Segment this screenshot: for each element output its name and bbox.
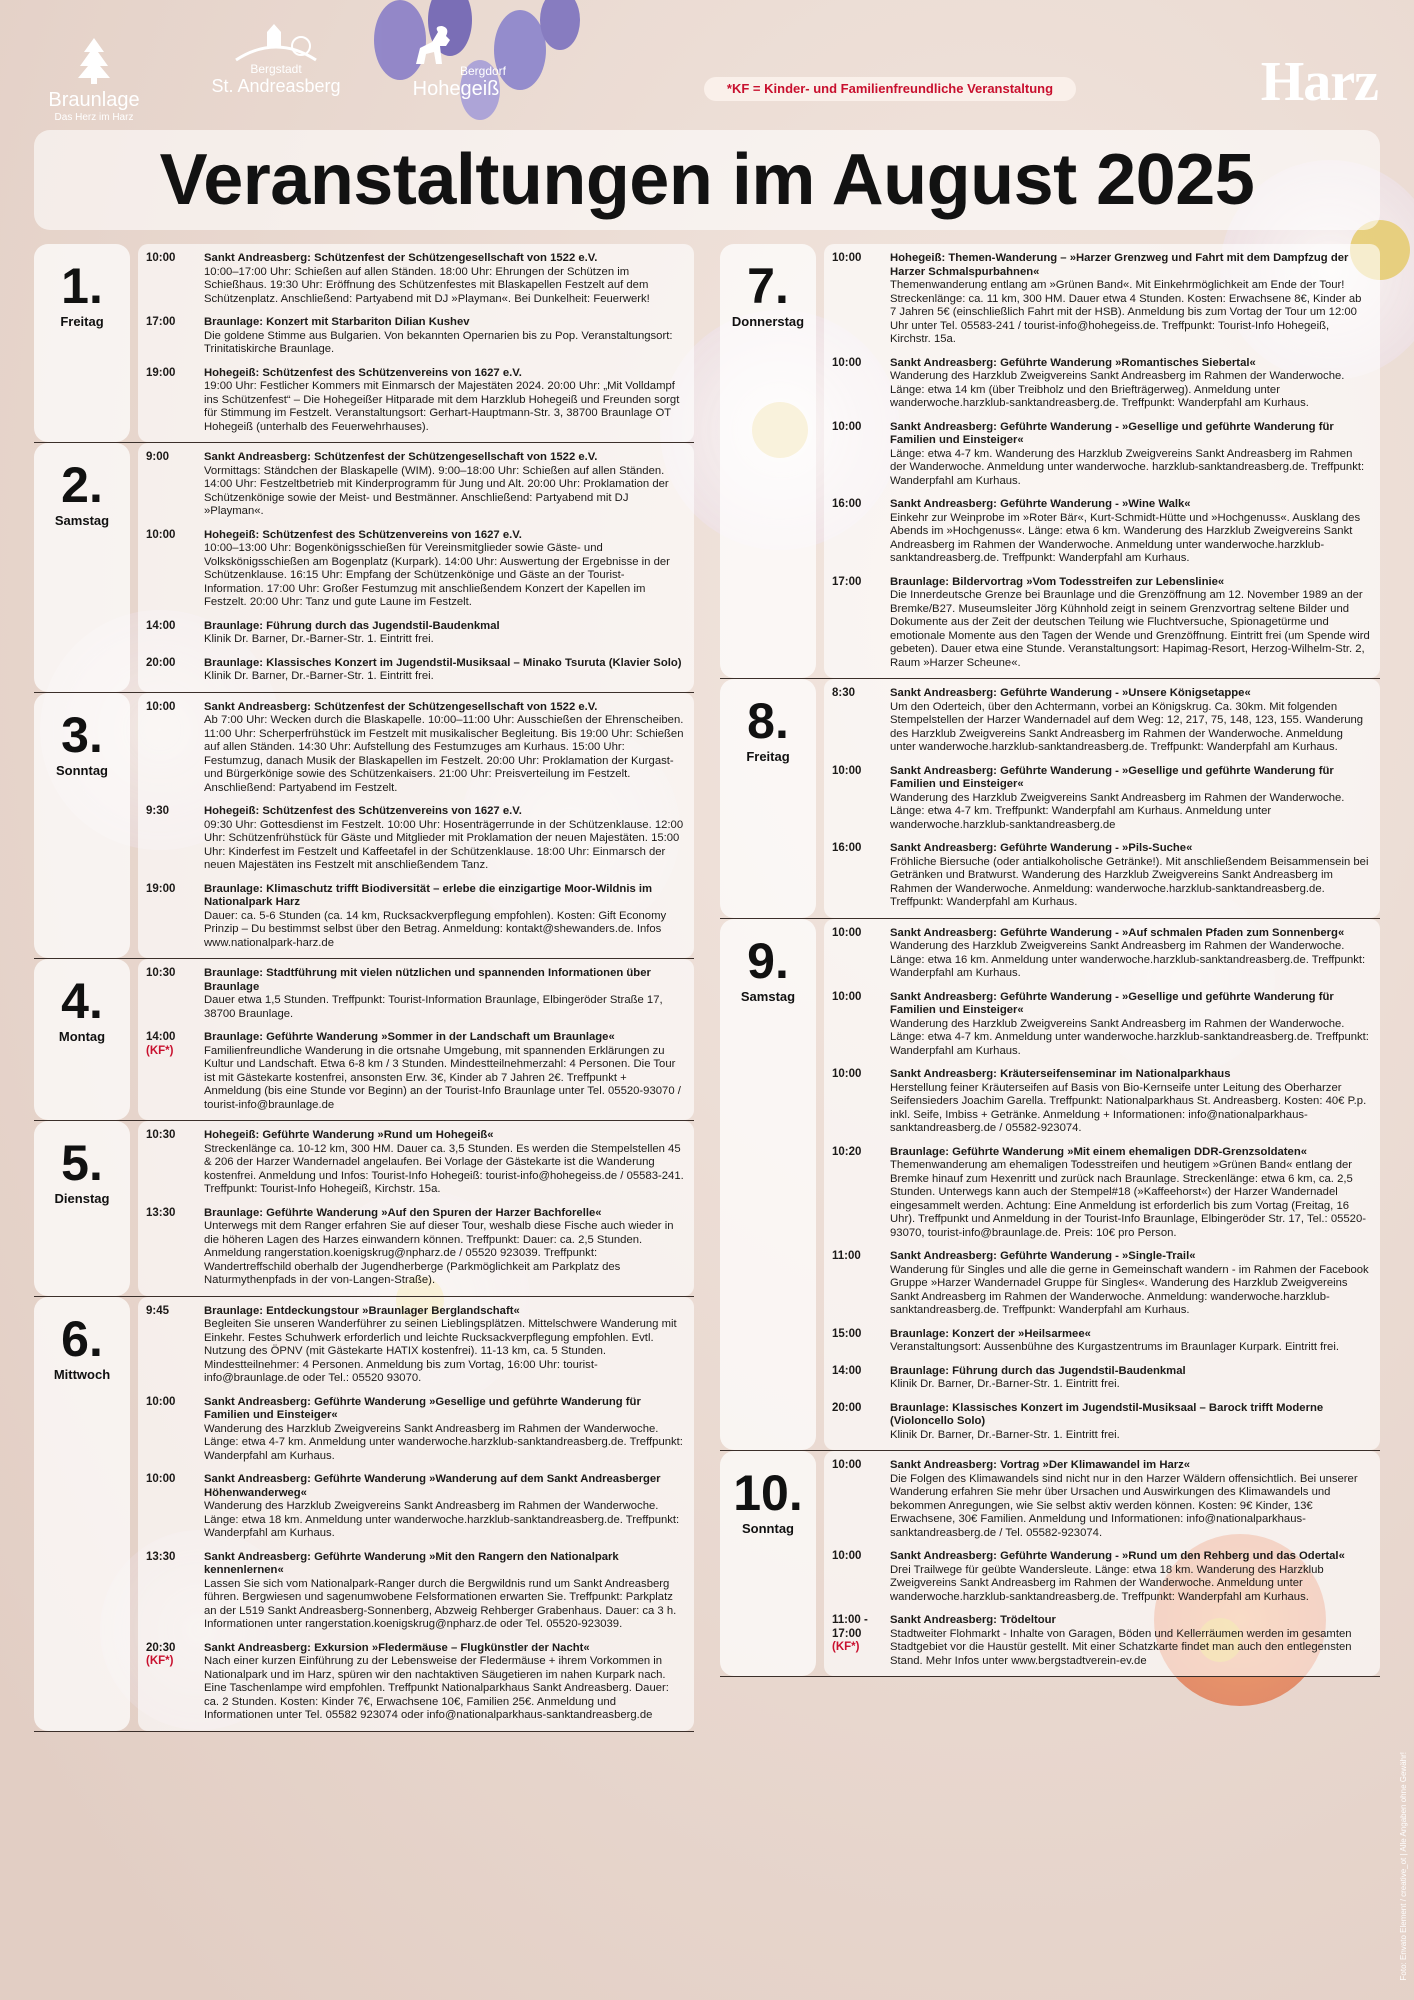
day-label: [34, 959, 130, 1120]
event-time-value: 10:00: [146, 1473, 176, 1485]
event-body: [204, 316, 684, 357]
event-item: [146, 620, 684, 647]
event-body: [890, 687, 1370, 755]
event-time: [146, 805, 204, 873]
tree-icon: [74, 36, 114, 84]
braunlage-tagline: Das Herz im Harz: [54, 112, 134, 123]
event-item: [832, 1146, 1370, 1241]
event-item: [146, 967, 684, 1021]
event-title: Braunlage: Konzert der »Heilsarmee«: [890, 1327, 1091, 1340]
event-time: [832, 1146, 890, 1241]
hohegeiss-logo: [396, 24, 516, 101]
event-body: [204, 1305, 684, 1386]
event-title: Sankt Andreasberg: Vortrag »Der Klimawandel im Harz«: [890, 1459, 1191, 1471]
day-number: 3.: [61, 706, 103, 763]
event-time: [832, 421, 890, 489]
event-time: [832, 991, 890, 1059]
event-title: Sankt Andreasberg: Kräuterseifenseminar im Nationalparkhaus: [890, 1068, 1231, 1080]
event-time-value: 10:30: [146, 967, 176, 979]
event-item: [146, 1473, 684, 1541]
event-item: [832, 687, 1370, 755]
day-name: Mittwoch: [53, 1366, 111, 1382]
event-title: Sankt Andreasberg: Geführte Wanderung - »Auf schmalen Pfaden zum Sonnenberg«: [890, 926, 1345, 939]
event-description: Veranstaltungsort: Aussenbühne des Kurgastzentrums im Braunlager Kurpark. Eintritt frei.: [890, 1341, 1339, 1353]
event-item: [832, 498, 1370, 566]
event-list: [138, 1121, 694, 1296]
event-body: [890, 765, 1370, 833]
day-block: [34, 1121, 694, 1297]
event-time: [832, 1250, 890, 1318]
event-title: Sankt Andreasberg: Geführte Wanderung - »Gesellige und geführte Wanderung für Familien und Einsteiger«: [890, 420, 1334, 446]
event-list: [138, 1297, 694, 1731]
event-item: [832, 927, 1370, 981]
event-time: [832, 687, 890, 755]
event-time-value: 16:00: [832, 842, 862, 854]
event-description: Wanderung für Singles und alle die gerne in Gemeinschaft wandern - im Rahmen der Facebook Gruppe »Harzer Wandernadel Gruppe für Singles«. Wanderung des Harzklub Zweigvereins Sankt Andreasberg im Rahmen der Wanderwoche. Anmeldung: wanderwoche.harzklub-sanktandreasberg.de. Treffpunkt: Wanderpfahl am Kurhaus.: [890, 1263, 1369, 1316]
event-item: [146, 883, 684, 951]
event-body: [204, 367, 684, 435]
event-description: Themenwanderung entlang am »Grünen Band«. Mit Einkehrmöglichkeit am Ende der Tour! Streckenlänge: ca. 11 km, 300 HM. Dauer etwa 4 Stunden. Kosten: Erwachsene 8€, Kinder ab 7 Jahren 5€ (einschließlich Fahrt mit der HSB). Anmeldung bis zum Vortag der Tour um 12:00 Uhr unter Tel. 05583-241 / tourist-info@hohegeiss.de. Treffpunkt: Tourist-Info Hohegeiß, Kirchstr. 15a.: [890, 279, 1362, 345]
event-time-value: 10:20: [832, 1145, 862, 1158]
event-item: [832, 1068, 1370, 1136]
day-block: [34, 443, 694, 693]
event-description: Wanderung des Harzklub Zweigvereins Sankt Andreasberg im Rahmen der Wanderwoche. Länge: etwa 14 km (über Treibholz und den Briefträgerweg). Anmeldung unter wanderwoche.harzklub-sanktandreasberg.de. Treffpunkt: Wanderpfahl am Kurhaus.: [890, 370, 1345, 409]
day-name: Samstag: [740, 988, 796, 1004]
day-number: 2.: [61, 457, 103, 513]
event-time-value: 17:00: [146, 316, 176, 328]
ibex-icon: [406, 24, 466, 68]
event-item: [146, 316, 684, 357]
event-time-value: 10:00: [832, 1459, 862, 1471]
event-list: [138, 959, 694, 1120]
page-title: Veranstaltungen im August 2025: [159, 140, 1255, 220]
event-title: Sankt Andreasberg: Schützenfest der Schützengesellschaft von 1522 e.V.: [204, 252, 598, 264]
event-time-value: 20:30: [146, 1641, 176, 1654]
event-description: Vormittags: Ständchen der Blaskapelle (WIM). 9:00–18:00 Uhr: Schießen auf allen Ständen. 14:00 Uhr: Festzeltbetrieb mit Kinderprogramm für Jung und Alt. 20:00 Uhr: Proklamation der Schützenkönige sowie der Meist- und Bestmänner. Anschließend: Partyabend mit DJ »Playman«.: [204, 464, 669, 517]
event-description: Begleiten Sie unseren Wanderführer zu seinen Lieblingsplätzen. Mittelschwere Wanderung mit Einkehr. Festes Schuhwerk erforderlich und leichte Rucksackverpflegung empfohlen. Evtl. Nutzung des ÖPNV (mit Gästekarte HATIX kostenfrei). 11-13 km, ca. 5 Stunden. Mindestteilnehmer: 4 Personen. Anmeldung bis zum Vortag, 16:00 Uhr: tourist-info@braunlage.de oder Tel.: 05520 93070.: [204, 1318, 677, 1384]
event-title: Sankt Andreasberg: Geführte Wanderung - »Wine Walk«: [890, 498, 1191, 510]
event-time: [832, 1402, 890, 1443]
event-body: [204, 620, 684, 647]
event-description: Länge: etwa 4-7 km. Wanderung des Harzklub Zweigvereins Sankt Andreasberg im Rahmen der Wanderwoche. Anmeldung unter wanderwoche. harzklub-sanktandreasberg.de. Treffpunkt: Wanderpfahl am Kurhaus.: [890, 447, 1365, 487]
event-time-value: 10:00: [832, 764, 862, 777]
event-time: [146, 701, 204, 796]
event-item: [146, 451, 684, 519]
event-time-value: 17:00: [832, 575, 862, 588]
event-time-value: 10:00: [146, 700, 176, 713]
event-item: [832, 357, 1370, 411]
event-body: [204, 1551, 684, 1632]
event-time-value: 10:00: [146, 1395, 176, 1408]
event-item: [832, 421, 1370, 489]
event-item: [146, 1031, 684, 1112]
event-time-value: 19:00: [146, 882, 176, 895]
event-time: [146, 1129, 204, 1197]
event-list: [138, 693, 694, 959]
event-list: [824, 919, 1380, 1451]
day-number: 8.: [747, 693, 789, 749]
event-description: Einkehr zur Weinprobe im »Roter Bär«, Kurt-Schmidt-Hütte und »Hochgenuss«. Ausklang des Abends im »Hochgenuss«. Länge: etwa 6 km. Wanderung des Harzklub Zweigvereins Sankt Andreasberg im Rahmen der Wanderwoche. Anmeldung unter wanderwoche.harzklub-sanktandreasberg.de. Treffpunkt: Wanderpfahl am Kurhaus.: [890, 511, 1361, 564]
day-number: 1.: [61, 258, 103, 314]
event-description: Wanderung des Harzklub Zweigvereins Sankt Andreasberg im Rahmen der Wanderwoche. Länge: etwa 16 km. Anmeldung unter wanderwoche.harzklub-sanktandreasberg.de. Treffpunkt: Wanderpfahl am Kurhaus.: [890, 940, 1366, 979]
day-block: [720, 679, 1380, 919]
event-body: [890, 991, 1370, 1059]
event-description: Klinik Dr. Barner, Dr.-Barner-Str. 1. Eintritt frei.: [204, 633, 434, 645]
event-body: [890, 842, 1370, 910]
event-time-value: 11:00 - 17:00: [832, 1614, 868, 1640]
event-title: Braunlage: Klimaschutz trifft Biodiversität – erlebe die einzigartige Moor-Wildnis im Nationalpark Harz: [204, 882, 653, 908]
event-item: [146, 805, 684, 873]
event-time: [832, 252, 890, 347]
day-number: 6.: [61, 1310, 103, 1367]
event-time-value: 9:00: [146, 451, 170, 463]
event-time: [832, 1459, 890, 1540]
event-time-value: 14:00: [832, 1364, 862, 1377]
event-item: [832, 1328, 1370, 1355]
event-list: [138, 244, 694, 442]
event-title: Hohegeiß: Schützenfest des Schützenvereins von 1627 e.V.: [204, 805, 522, 817]
day-name: Montag: [58, 1029, 106, 1044]
event-time: [832, 842, 890, 910]
event-item: [146, 367, 684, 435]
event-description: Dauer: ca. 5-6 Stunden (ca. 14 km, Rucksackverpflegung empfohlen). Kosten: Gift Economy Prinzip – Du bestimmst selbst über den Betrag. Anmeldung: kontakt@shewanders.de. Infos www.nationalpark-harz.de: [204, 909, 667, 949]
event-item: [146, 252, 684, 306]
event-time: [832, 576, 890, 671]
event-time-value: 20:00: [832, 1401, 862, 1414]
event-description: Wanderung des Harzklub Zweigvereins Sankt Andreasberg im Rahmen der Wanderwoche. Länge: etwa 18 km. Anmeldung unter wanderwoche.harzklub-sanktandreasberg.de. Treffpunkt: Wanderpfahl am Kurhaus.: [204, 1500, 680, 1539]
event-time-value: 10:00: [146, 528, 176, 541]
event-time: [146, 1473, 204, 1541]
event-time: [146, 252, 204, 306]
event-body: [204, 657, 684, 684]
event-title: Braunlage: Entdeckungstour »Braunlager Berglandschaft«: [204, 1304, 520, 1317]
event-list: [824, 679, 1380, 918]
event-title: Braunlage: Führung durch das Jugendstil-Baudenkmal: [890, 1364, 1186, 1377]
event-item: [832, 1550, 1370, 1604]
event-body: [890, 927, 1370, 981]
kf-badge: (KF*): [832, 1641, 860, 1653]
event-title: Sankt Andreasberg: Exkursion »Fledermäuse – Flugkünstler der Nacht«: [204, 1641, 590, 1654]
day-label: [34, 244, 130, 442]
event-time: [832, 765, 890, 833]
event-item: [832, 1402, 1370, 1443]
event-body: [890, 1068, 1370, 1136]
braunlage-name: Braunlage: [48, 89, 140, 111]
day-name: Freitag: [746, 749, 790, 764]
day-block: [34, 693, 694, 960]
event-time-value: 14:00: [146, 1031, 176, 1043]
event-time: [832, 1365, 890, 1392]
event-title: Braunlage: Stadtführung mit vielen nützlichen und spannenden Informationen über Braunlage: [204, 967, 651, 993]
event-time: [146, 620, 204, 647]
event-time-value: 10:00: [832, 1068, 862, 1080]
event-item: [832, 991, 1370, 1059]
event-body: [890, 498, 1370, 566]
day-block: [720, 244, 1380, 679]
event-description: 10:00–17:00 Uhr: Schießen auf allen Ständen. 18:00 Uhr: Ehrungen der Schützen im Schießhaus. 19:30 Uhr: Eröffnung des Schützenfestes mit Blaskapellen Festzelt auf dem Schützenplatz. Anschließend: Partyabend mit DJ »Playman«. Bei Dunkelheit: Feuerwerk!: [204, 265, 650, 305]
kf-badge: (KF*): [146, 1655, 174, 1667]
event-title: Braunlage: Geführte Wanderung »Auf den Spuren der Harzer Bachforelle«: [204, 1206, 602, 1219]
event-item: [146, 1642, 684, 1723]
hohegeiss-prefix: Bergdorf: [459, 64, 506, 78]
event-item: [832, 842, 1370, 910]
event-description: Unterwegs mit dem Ranger erfahren Sie auf dieser Tour, weshalb diese Fische auch wieder in die höheren Lagen des Harzes einwandern können. Treffpunkt: Dauer: ca. 2,5 Stunden. Anmeldung rangerstation.koenigskrug@npharz.de / 05520 923039. Treffpunkt: Wandertreffschild oberhalb der Jugendherberge (Parkmöglichkeit am Parkplatz des Naturmythenpfads in der von-Langen-Straße).: [204, 1220, 674, 1286]
day-number: 10.: [733, 1465, 803, 1521]
event-time: [146, 1305, 204, 1386]
kf-badge: (KF*): [146, 1044, 174, 1057]
event-time-value: 20:00: [146, 656, 176, 669]
day-block: [720, 919, 1380, 1452]
day-label: [720, 919, 816, 1451]
event-body: [204, 1207, 684, 1288]
day-number: 7.: [747, 258, 789, 314]
event-body: [204, 805, 684, 873]
event-item: [832, 1459, 1370, 1540]
event-item: [832, 765, 1370, 833]
andreasberg-prefix: Bergstadt: [250, 62, 302, 76]
day-label: [34, 1121, 130, 1296]
event-body: [204, 1473, 684, 1541]
event-time-value: 13:30: [146, 1550, 176, 1563]
event-item: [146, 1207, 684, 1288]
event-item: [146, 529, 684, 610]
event-description: Wanderung des Harzklub Zweigvereins Sankt Andreasberg im Rahmen der Wanderwoche. Länge: etwa 4-7 km. Anmeldung unter wanderwoche.harzklub-sanktandreasberg.de. Treffpunkt: Wanderpfahl am Kurhaus.: [890, 1017, 1369, 1057]
event-time: [146, 367, 204, 435]
event-time-value: 10:00: [832, 420, 862, 433]
event-body: [204, 967, 684, 1021]
event-time: [832, 927, 890, 981]
event-list: [138, 443, 694, 692]
event-description: Die goldene Stimme aus Bulgarien. Von bekannten Opernarien bis zu Pop. Veranstaltungsort: Trinitatiskirche Braunlage.: [204, 329, 673, 355]
event-time: [146, 316, 204, 357]
day-label: [34, 693, 130, 959]
event-title: Sankt Andreasberg: Geführte Wanderung - »Rund um den Rehberg und das Odertal«: [890, 1550, 1345, 1562]
event-time-value: 10:00: [832, 252, 862, 264]
event-title: Braunlage: Geführte Wanderung »Mit einem ehemaligen DDR-Grenzsoldaten«: [890, 1145, 1308, 1158]
event-description: Themenwanderung am ehemaligen Todesstreifen und heutigem »Grünen Band« entlang der Bremke hinauf zum Hexenritt und zurück nach Braunlage. Streckenlänge: etwa 6 km, ca. 2,5 Stunden. Unterwegs kann auch der Stempel#18 (»Kaffeehorst«) der Harzer Wandernadel eingesammelt werden. Achtung: Eine Anmeldung ist erforderlich bis zum Vortag (Freitag, 16 Uhr). Treffpunkt und Anmeldung in der Tourist-Info Braunlage, Elbingeröder Str. 17, Tel.: 05520-93070, tourist-info@braunlage.de. Preis: 10€ pro Person.: [890, 1159, 1367, 1239]
event-body: [890, 1459, 1370, 1540]
event-body: [204, 1031, 684, 1112]
event-description: Klinik Dr. Barner, Dr.-Barner-Str. 1. Eintritt frei.: [204, 670, 434, 682]
day-label: [720, 244, 816, 678]
event-title: Braunlage: Klassisches Konzert im Jugendstil-Musiksaal – Barock trifft Moderne (Violoncello Solo): [890, 1401, 1324, 1427]
event-item: [832, 1250, 1370, 1318]
event-description: Dauer etwa 1,5 Stunden. Treffpunkt: Tourist-Information Braunlage, Elbingeröder Straße 17, 38700 Braunlage.: [204, 994, 663, 1020]
event-time-value: 15:00: [832, 1327, 862, 1340]
event-body: [890, 357, 1370, 411]
event-body: [204, 1129, 684, 1197]
event-body: [890, 1365, 1370, 1392]
event-title: Sankt Andreasberg: Trödeltour: [890, 1614, 1056, 1626]
event-title: Sankt Andreasberg: Geführte Wanderung - »Unsere Königsetappe«: [890, 687, 1251, 699]
event-item: [146, 1396, 684, 1464]
event-body: [204, 1642, 684, 1723]
day-name: Freitag: [60, 314, 104, 329]
event-time: [146, 1551, 204, 1632]
andreasberg-name: St. Andreasberg: [211, 76, 341, 96]
event-item: [832, 1614, 1370, 1668]
event-description: Klinik Dr. Barner, Dr.-Barner-Str. 1. Eintritt frei.: [890, 1428, 1120, 1441]
event-time-value: 19:00: [146, 366, 176, 379]
event-time-value: 16:00: [832, 498, 862, 510]
event-item: [146, 701, 684, 796]
event-title: Sankt Andreasberg: Geführte Wanderung »Romantisches Siebertal«: [890, 356, 1256, 369]
event-item: [832, 252, 1370, 347]
event-list: [824, 244, 1380, 678]
event-time: [146, 1396, 204, 1464]
event-description: Lassen Sie sich vom Nationalpark-Ranger durch die Bergwildnis rund um Sankt Andreasberg führen. Bergwiesen und sagenumwobene Felsformationen erwarten Sie. Treffpunkt: Parkplatz an der L519 Sankt Andreasberg-Sonnenberg, Abzweig Rehberger Grabenhaus. Dauer: ca 3 h. Informationen unter rangerstation.koenigskrug@npharz.de oder Tel. 05520-923039.: [204, 1577, 677, 1630]
event-body: [890, 576, 1370, 671]
harz-logo: Harz: [1260, 51, 1378, 113]
braunlage-logo: [34, 36, 154, 123]
event-time: [146, 1642, 204, 1723]
day-block: [34, 1297, 694, 1732]
event-time: [832, 1068, 890, 1136]
event-body: [890, 1614, 1370, 1668]
event-title: Braunlage: Bildervortrag »Vom Todesstreifen zur Lebenslinie«: [890, 575, 1225, 588]
event-title: Hohegeiß: Schützenfest des Schützenvereins von 1627 e.V.: [204, 528, 522, 541]
event-time-value: 9:45: [146, 1304, 170, 1317]
event-time: [146, 1031, 204, 1112]
event-time-value: 10:00: [832, 356, 862, 369]
event-description: Die Innerdeutsche Grenze bei Braunlage und die Grenzöffnung am 12. November 1989 an der Bremke/B27. Museumsleiter Jörg Kühnhold zeigt in seinem Grenzvortrag seltene Bilder und Dokumente aus der Zeit der deutschen Teilung wie Fluchtversuche, Spionagetürme und emotionale Momente aus den Tagen der Wende und Grenzöffnung. Eintritt frei (um Spende wird gebeten). Dauer etwa eine Stunde. Veranstaltungsort: Hapimag-Resort, Herzog-Wilhelm-Str. 2, Raum »Harzer Scheune«.: [890, 589, 1370, 669]
event-description: Klinik Dr. Barner, Dr.-Barner-Str. 1. Eintritt frei.: [890, 1378, 1120, 1390]
event-time: [146, 1207, 204, 1288]
day-number: 9.: [747, 932, 789, 989]
event-time-value: 10:00: [832, 990, 862, 1003]
event-body: [204, 252, 684, 306]
event-list: [824, 1451, 1380, 1676]
event-description: Familienfreundliche Wanderung in die ortsnahe Umgebung, mit spannenden Erklärungen zu Kultur und Landschaft. Etwa 6-8 km / 3 Stunden. Mindestteilnehmerzahl: 4 Personen. Die Tour ist mit Gästekarte kostenfrei, ansonsten Erw. 3€, Kinder ab 7 Jahren 2€. Treffpunkt + Anmeldung (bis eine Stunde vor Beginn) an der Tourist-Info Braunlage unter Tel. 05520-93070 / tourist-info@braunlage.de: [204, 1044, 681, 1111]
event-time-value: 10:00: [832, 1550, 862, 1562]
day-label: [720, 679, 816, 918]
day-name: Dienstag: [54, 1191, 110, 1206]
day-number: 5.: [61, 1135, 103, 1191]
kf-legend: *KF = Kinder- und Familienfreundliche Veranstaltung: [704, 77, 1076, 101]
event-description: Um den Oderteich, über den Achtermann, vorbei an Königskrug. Ca. 30km. Mit folgenden Stempelstellen der Harzer Wandernadel auf dem Weg: 12, 217, 75, 148, 123, 155. Wanderung des Harzklub Zweigvereins Sankt Andreasberg im Rahmen der Wanderwoche. Anmeldung unter wanderwoche.harzklub-sanktandreasberg.de. Treffpunkt: Wanderpfahl am Kurhaus.: [890, 700, 1364, 753]
event-title: Hohegeiß: Themen-Wanderung – »Harzer Grenzweg und Fahrt mit dem Dampfzug der Harzer Schmalspurbahnen«: [890, 252, 1349, 278]
event-time: [146, 883, 204, 951]
event-description: Nach einer kurzen Einführung zu der Lebensweise der Fledermäuse + ihrem Vorkommen in Nationalpark und im Harz, spüren wir den nachtaktiven Säugetieren im nahen Kurpark nach. Eine Taschenlampe wird empfohlen. Treffpunkt Nationalparkhaus Sankt Andreasberg. Dauer: ca. 2 Stunden. Kosten: Kinder 7€, Erwachsene 10€, Familien 25€. Anmeldung und Informationen unter Tel. 05582 923074 oder info@nationalparkhaus-sanktandreasberg.de: [204, 1655, 669, 1721]
event-time: [832, 498, 890, 566]
day-name: Sonntag: [56, 762, 108, 778]
event-item: [146, 657, 684, 684]
day-label: [34, 1297, 130, 1731]
event-title: Sankt Andreasberg: Schützenfest der Schützengesellschaft von 1522 e.V.: [204, 451, 598, 463]
event-title: Sankt Andreasberg: Schützenfest der Schützengesellschaft von 1522 e.V.: [204, 700, 598, 713]
event-body: [890, 1146, 1370, 1241]
event-title: Sankt Andreasberg: Geführte Wanderung »Mit den Rangern den Nationalpark kennenlernen«: [204, 1550, 619, 1576]
event-time: [146, 967, 204, 1021]
event-description: Stadtweiter Flohmarkt - Inhalte von Garagen, Böden und Kellerräumen werden im gesamten Stadtgebiet vor die Haustür gestellt. Mit einer Schatzkarte findet man auch den entlegensten Stand. Mehr Infos unter www.bergstadtverein-ev.de: [890, 1627, 1352, 1667]
event-title: Hohegeiß: Schützenfest des Schützenvereins von 1627 e.V.: [204, 366, 522, 379]
event-body: [890, 1328, 1370, 1355]
event-description: 19:00 Uhr: Festlicher Kommers mit Einmarsch der Majestäten 2024. 20:00 Uhr: „Mit Volldampf ins Schützenfest“ – Die Hohegeißer Hitparade mit dem Harzklub Hohegeiß und Freunden sorgt für Stimmung im Festzelt. Veranstaltungsort: Gerhart-Hauptmann-Str. 3, 38700 Braunlage OT Hohegeiß (unterhalb des Feuerwehrhauses).: [204, 380, 680, 433]
event-description: Wanderung des Harzklub Zweigvereins Sankt Andreasberg im Rahmen der Wanderwoche. Länge: etwa 4-7 km. Treffpunkt: Wanderpfahl am Kurhaus. Anmeldung unter wanderwoche.harzklub-sanktandreasberg.de: [890, 791, 1345, 831]
event-description: Drei Trailwege für geübte Wandersleute. Länge: etwa 18 km. Wanderung des Harzklub Zweigvereins Sankt Andreasberg im Rahmen der Wanderwoche. Anmeldung unter wanderwoche.harzklub-sanktandreasberg.de. Treffpunkt: Wanderpfahl am Kurhaus.: [890, 1563, 1324, 1603]
day-name: Samstag: [54, 513, 110, 528]
event-time-value: 10:30: [146, 1129, 176, 1141]
event-description: 10:00–13:00 Uhr: Bogenkönigsschießen für Vereinsmitglieder sowie Gäste- und Volkskönigsschießen am Bogenplatz (Kurpark). 14:00 Uhr: Auswertung der Ergebnisse in der Schützenklause. 16:15 Uhr: Empfang der Schützenkönige und Gäste an der Tourist-Information. 17:00 Uhr: Großer Festumzug mit anschließendem Konzert der Kapellen im Festzelt. 20:00 Uhr: Tanz und gute Laune im Festzelt.: [204, 542, 670, 608]
event-time: [832, 357, 890, 411]
event-body: [204, 451, 684, 519]
event-body: [204, 529, 684, 610]
event-description: Wanderung des Harzklub Zweigvereins Sankt Andreasberg im Rahmen der Wanderwoche. Länge: etwa 4-7 km. Anmeldung unter wanderwoche.harzklub-sanktandreasberg.de. Treffpunkt: Wanderpfahl am Kurhaus.: [204, 1422, 683, 1462]
day-block: [720, 1451, 1380, 1677]
event-description: Die Folgen des Klimawandels sind nicht nur in den Harzer Wäldern offensichtlich. Bei unserer Wanderung erfahren Sie mehr über Ursachen und Auswirkungen des Klimawandels und bekommen Anregungen, wie Sie selbst aktiv werden können. Kosten: 9€ Kinder, 13€ Erwachsene, 30€ Familien. Anmeldung und Informationen: info@nationalparkhaus-sanktandreasberg.de / Tel. 05582-923074.: [890, 1472, 1358, 1539]
event-description: Herstellung feiner Kräuterseifen auf Basis von Bio-Kernseife unter Leitung des Oberharzer Seifensieders Joachim Garella. Treffpunkt: Nationalparkhaus St. Andreasberg. Kosten: 40€ P.p. inkl. Seife, Imbiss + Getränke. Anmeldung + Informationen: info@nationalparkhaus-sanktandreasberg.de / 05582-923074.: [890, 1081, 1367, 1134]
event-time-value: 11:00: [832, 1250, 861, 1262]
event-title: Braunlage: Klassisches Konzert im Jugendstil-Musiksaal – Minako Tsuruta (Klavier Solo): [204, 656, 682, 669]
day-number: 4.: [61, 973, 103, 1029]
event-body: [890, 1550, 1370, 1604]
event-body: [204, 1396, 684, 1464]
event-time: [146, 529, 204, 610]
event-time: [832, 1614, 890, 1668]
event-time-value: 8:30: [832, 687, 856, 699]
event-item: [832, 576, 1370, 671]
day-name: Donnerstag: [731, 314, 805, 329]
event-title: Braunlage: Führung durch das Jugendstil-Baudenkmal: [204, 619, 500, 632]
event-item: [146, 1129, 684, 1197]
event-title: Braunlage: Geführte Wanderung »Sommer in der Landschaft um Braunlage«: [204, 1031, 615, 1043]
event-description: 09:30 Uhr: Gottesdienst im Festzelt. 10:00 Uhr: Hosenträgerrunde in der Schützenklause. 12:00 Uhr: Schützenfrühstück für Gäste und Mitglieder mit Proklamation der neuen Majestäten. 15:00 Uhr: Kinderfest im Festzelt und Kaffeetafel in der Schützenklause. 18:00 Uhr: Einmarsch der neuen Majestäten ins Festzelt mit anschließendem Tanz.: [204, 818, 684, 871]
church-icon: [231, 24, 321, 64]
event-time: [832, 1550, 890, 1604]
event-description: Fröhliche Biersuche (oder antialkoholische Getränke!). Mit anschließendem Beisammensein bei Getränken und Bratwurst. Wanderung des Harzklub Zweigvereins Sankt Andreasberg im Rahmen der Wanderwoche. Anmeldung: wanderwoche.harzklub-sanktandreasberg.de. Treffpunkt: Wanderpfahl am Kurhaus.: [890, 855, 1369, 908]
day-block: [34, 959, 694, 1121]
left-column: [34, 244, 694, 1732]
day-label: [34, 443, 130, 692]
event-time-value: 13:30: [146, 1206, 176, 1219]
event-title: Hohegeiß: Geführte Wanderung »Rund um Hohegeiß«: [204, 1129, 494, 1141]
event-body: [890, 1402, 1370, 1443]
day-block: [34, 244, 694, 443]
event-time: [146, 451, 204, 519]
right-column: [720, 244, 1380, 1677]
event-item: [146, 1305, 684, 1386]
photo-credit: Foto: Envato Element / creative_ot | Alle Angaben ohne Gewähr!: [1399, 1751, 1408, 1980]
event-time-value: 14:00: [146, 619, 176, 632]
event-body: [890, 1250, 1370, 1318]
event-body: [890, 421, 1370, 489]
event-body: [204, 701, 684, 796]
event-time-value: 10:00: [832, 926, 862, 939]
event-title: Sankt Andreasberg: Geführte Wanderung »Wanderung auf dem Sankt Andreasberger Höhenwanderweg«: [204, 1473, 661, 1499]
event-item: [832, 1365, 1370, 1392]
event-title: Sankt Andreasberg: Geführte Wanderung - »Gesellige und geführte Wanderung für Familien und Einsteiger«: [890, 990, 1334, 1016]
event-description: Ab 7:00 Uhr: Wecken durch die Blaskapelle. 10:00–11:00 Uhr: Ausschießen der Ehrenscheiben. 11:00 Uhr: Scherperfrühstück im Festzelt mit musikalischer Begleitung. Bis 19:00 Uhr: Schießen auf allen Ständen. 14:30 Uhr: Aufstellung des Festumzuges am Kurhaus. 15:00 Uhr: Festumzug, danach Musik der Blaskapellen im Festzelt. 20:00 Uhr: Proklamation der Kurgast- und Bürgerkönige sowie des Schützenkaisers. 21:00 Uhr: Preisverteilung im Festzelt. Anschließend: Partyabend im Festzelt.: [204, 714, 684, 794]
andreasberg-logo: [196, 22, 356, 97]
event-title: Braunlage: Konzert mit Starbariton Dilian Kushev: [204, 316, 470, 328]
event-time-value: 10:00: [146, 252, 176, 264]
event-body: [890, 252, 1370, 347]
event-item: [146, 1551, 684, 1632]
day-label: [720, 1451, 816, 1676]
event-body: [204, 883, 684, 951]
event-time: [832, 1328, 890, 1355]
event-title: Sankt Andreasberg: Geführte Wanderung - »Gesellige und geführte Wanderung für Familien und Einsteiger«: [890, 764, 1334, 790]
day-name: Sonntag: [742, 1521, 794, 1536]
event-title: Sankt Andreasberg: Geführte Wanderung »Gesellige und geführte Wanderung für Familien und Einsteiger«: [204, 1395, 641, 1421]
event-description: Streckenlänge ca. 10-12 km, 300 HM. Dauer ca. 3,5 Stunden. Es werden die Stempelstellen 45 & 206 der Harzer Wandernadel angelaufen. Bei Vorlage der Gästekarte ist die Wanderung kostenfrei. Anmeldung und Infos: Tourist-Info Hohegeiß: tourist-info@hohegeiss.de / 05583-241. Treffpunkt: Tourist-Info Hohegeiß, Kirchstr. 15a.: [204, 1142, 684, 1195]
event-time: [146, 657, 204, 684]
event-title: Sankt Andreasberg: Geführte Wanderung - »Pils-Suche«: [890, 842, 1193, 854]
event-time-value: 9:30: [146, 805, 170, 817]
hohegeiss-name: Hohegeiß: [412, 78, 500, 100]
event-title: Sankt Andreasberg: Geführte Wanderung - »Single-Trail«: [890, 1250, 1196, 1262]
